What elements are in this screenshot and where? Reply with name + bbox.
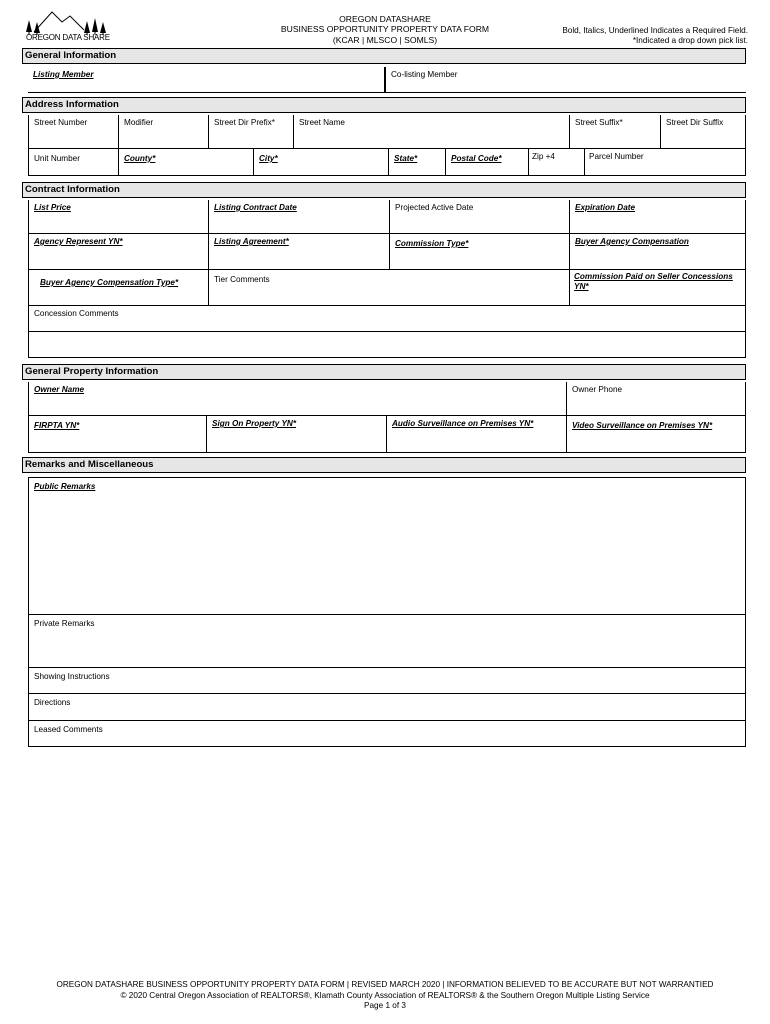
footer-line-1: OREGON DATASHARE BUSINESS OPPORTUNITY PROPERTY DATA FORM | REVISED MARCH 2020 | INFORMATION BELIEVED TO BE ACCURATE BUT NOT WARRANTIED bbox=[56, 980, 714, 989]
logo-text: OREGON DATA SHARE bbox=[26, 33, 110, 42]
modifier-field[interactable] bbox=[118, 115, 209, 149]
commission-paid-label-line2: YN* bbox=[574, 282, 589, 292]
listing-contract-date-label: Listing Contract Date bbox=[214, 203, 297, 212]
directions-label: Directions bbox=[34, 698, 71, 707]
street-name-field[interactable] bbox=[293, 115, 570, 149]
list-price-label: List Price bbox=[34, 203, 71, 212]
page-number: Page 1 of 3 bbox=[364, 1001, 406, 1011]
title-line-1: OREGON DATASHARE bbox=[339, 14, 431, 24]
street-dir-prefix-label: Street Dir Prefix* bbox=[214, 118, 275, 127]
section-address-information: Address Information bbox=[22, 97, 746, 113]
concession-comments-label: Concession Comments bbox=[34, 309, 119, 318]
sign-on-property-label: Sign On Property YN* bbox=[212, 419, 297, 428]
title-line-3: (KCAR | MLSCO | SOMLS) bbox=[332, 34, 438, 45]
showing-instructions-label: Showing Instructions bbox=[34, 672, 110, 681]
street-dir-suffix-field[interactable] bbox=[660, 115, 746, 149]
projected-active-date-field[interactable] bbox=[389, 200, 570, 234]
postal-code-field[interactable] bbox=[445, 148, 529, 176]
note-line-2: *Indicated a drop down pick list. bbox=[632, 36, 748, 46]
audio-surveillance-field[interactable] bbox=[386, 415, 567, 453]
owner-phone-field[interactable] bbox=[566, 382, 746, 416]
parcel-number-label: Parcel Number bbox=[589, 152, 644, 161]
buyer-agency-compensation-label: Buyer Agency Compensation bbox=[575, 237, 689, 246]
projected-active-date-label: Projected Active Date bbox=[395, 203, 474, 212]
co-listing-member-label: Co-listing Member bbox=[391, 70, 458, 79]
county-field[interactable] bbox=[118, 148, 254, 176]
co-listing-member-field[interactable] bbox=[385, 67, 746, 93]
buyer-agency-compensation-field[interactable] bbox=[569, 233, 746, 270]
county-label: County* bbox=[124, 154, 156, 163]
city-field[interactable] bbox=[253, 148, 389, 176]
postal-code-label: Postal Code* bbox=[451, 154, 502, 163]
firpta-label: FIRPTA YN* bbox=[34, 421, 80, 430]
note-line-1: Bold, Italics, Underlined Indicates a Required Field. bbox=[562, 26, 748, 35]
footer-line-2: © 2020 Central Oregon Association of REALTORS®, Klamath County Association of REALTORS® & the Southern Oregon Multiple Listing Service bbox=[120, 990, 650, 1000]
zip4-label: Zip +4 bbox=[532, 152, 555, 161]
expiration-date-field[interactable] bbox=[569, 200, 746, 234]
leased-comments-label: Leased Comments bbox=[34, 725, 103, 734]
commission-paid-field[interactable] bbox=[569, 269, 746, 306]
owner-name-field[interactable] bbox=[28, 382, 567, 416]
state-field[interactable] bbox=[388, 148, 446, 176]
audio-surveillance-label: Audio Surveillance on Premises YN* bbox=[392, 419, 534, 428]
listing-agreement-label: Listing Agreement* bbox=[214, 237, 289, 246]
unit-number-field[interactable] bbox=[28, 148, 119, 176]
buyer-agency-compensation-type-label: Buyer Agency Compensation Type* bbox=[40, 278, 179, 287]
unit-number-label: Unit Number bbox=[34, 154, 80, 163]
zip4-field[interactable] bbox=[528, 148, 585, 176]
commission-type-field[interactable] bbox=[389, 233, 570, 270]
section-remarks-and-miscellaneous: Remarks and Miscellaneous bbox=[22, 457, 746, 473]
required-field-note bbox=[562, 26, 748, 47]
street-suffix-label: Street Suffix* bbox=[575, 118, 623, 127]
private-remarks-field[interactable] bbox=[28, 614, 746, 668]
owner-name-label: Owner Name bbox=[34, 385, 85, 394]
street-suffix-field[interactable] bbox=[569, 115, 661, 149]
listing-agreement-field[interactable] bbox=[208, 233, 390, 270]
parcel-number-field[interactable] bbox=[584, 148, 746, 176]
leased-comments-field[interactable] bbox=[28, 720, 746, 747]
street-dir-suffix-label: Street Dir Suffix bbox=[666, 118, 724, 127]
concession-comments-label-cell bbox=[28, 305, 746, 332]
video-surveillance-field[interactable] bbox=[566, 415, 746, 453]
modifier-label: Modifier bbox=[124, 118, 154, 127]
owner-phone-label: Owner Phone bbox=[572, 385, 623, 394]
commission-paid-label-line1: Commission Paid on Seller Concessions bbox=[574, 272, 733, 281]
street-number-field[interactable] bbox=[28, 115, 119, 149]
listing-contract-date-field[interactable] bbox=[208, 200, 390, 234]
directions-field[interactable] bbox=[28, 693, 746, 721]
showing-instructions-field[interactable] bbox=[28, 667, 746, 694]
video-surveillance-label: Video Surveillance on Premises YN* bbox=[572, 421, 713, 430]
agency-represent-field[interactable] bbox=[28, 233, 209, 270]
section-general-property-information: General Property Information bbox=[22, 364, 746, 380]
tier-comments-field[interactable] bbox=[208, 269, 570, 306]
street-dir-prefix-field[interactable] bbox=[208, 115, 294, 149]
firpta-field[interactable] bbox=[28, 415, 207, 453]
agency-represent-label: Agency Represent YN* bbox=[34, 237, 123, 246]
buyer-agency-compensation-type-field[interactable] bbox=[28, 269, 209, 306]
tier-comments-label: Tier Comments bbox=[214, 275, 270, 284]
public-remarks-field[interactable] bbox=[28, 477, 746, 615]
city-label: City* bbox=[259, 154, 278, 163]
street-number-label: Street Number bbox=[34, 118, 88, 127]
commission-type-label: Commission Type* bbox=[395, 239, 469, 248]
section-contract-information: Contract Information bbox=[22, 182, 746, 198]
street-name-label: Street Name bbox=[299, 118, 345, 127]
sign-on-property-field[interactable] bbox=[206, 415, 387, 453]
listing-member-field[interactable] bbox=[28, 67, 385, 93]
list-price-field[interactable] bbox=[28, 200, 209, 234]
section-general-information: General Information bbox=[22, 48, 746, 64]
expiration-date-label: Expiration Date bbox=[575, 203, 636, 212]
listing-member-label: Listing Member bbox=[33, 70, 94, 79]
private-remarks-label: Private Remarks bbox=[34, 619, 95, 628]
concession-comments-field[interactable] bbox=[28, 331, 746, 358]
footer bbox=[0, 980, 770, 1012]
title-line-2: BUSINESS OPPORTUNITY PROPERTY DATA FORM bbox=[280, 24, 490, 35]
state-label: State* bbox=[394, 154, 418, 163]
public-remarks-label: Public Remarks bbox=[34, 482, 96, 491]
form-title bbox=[230, 14, 540, 45]
